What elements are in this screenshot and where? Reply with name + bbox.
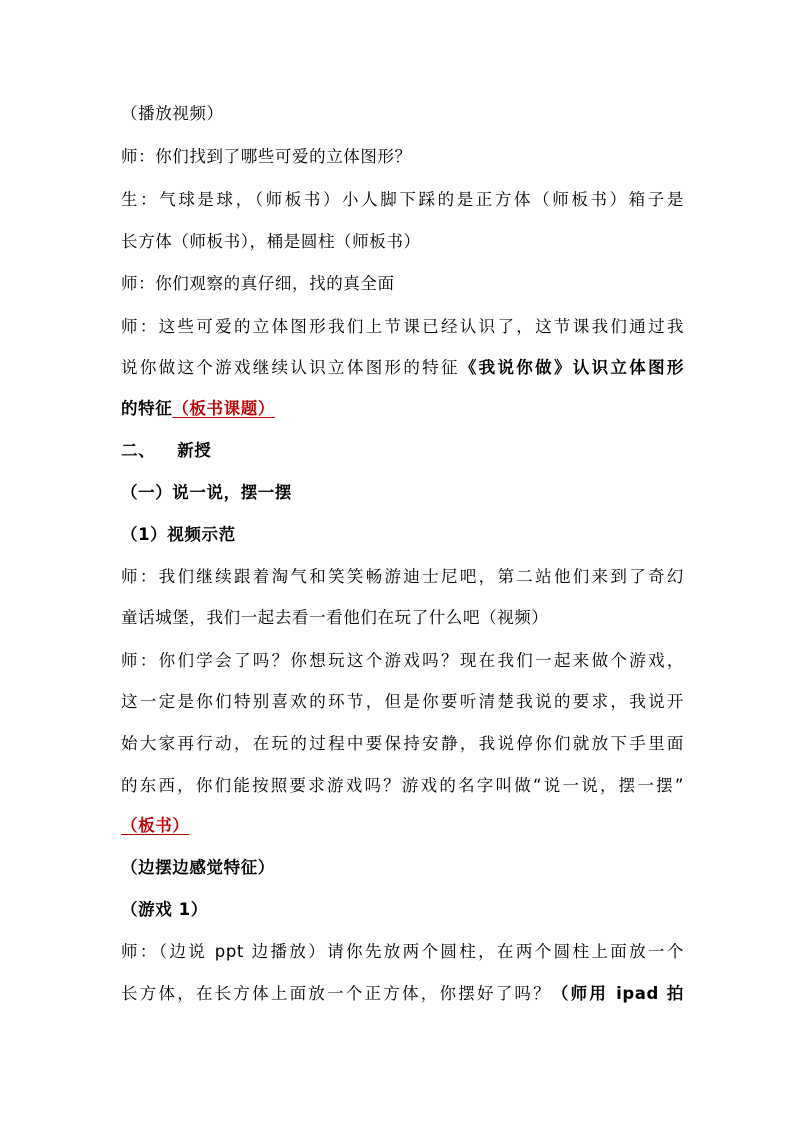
paragraph-disney-line1: 师：我们继续跟着淘气和笑笑畅游迪士尼吧，第二站他们来到了奇幻 (121, 567, 684, 586)
paragraph-student-answer-line2: 长方体（师板书），桶是圆柱（师板书） (121, 232, 421, 251)
section-title: 新授 (177, 441, 212, 460)
paragraph-game-one-line2 (121, 983, 684, 1005)
teacher-ipad-note: （师用 ipad 拍 (551, 984, 684, 1003)
subsection-video-demo: （1）视频示范 (121, 525, 236, 544)
paragraph-student-answer-line1: 生：气球是球，（师板书）小人脚下踩的是正方体（师板书）箱子是 (121, 190, 684, 209)
section-heading-new-lesson (121, 440, 684, 462)
paragraph-game-one-line1: 师：（边说 ppt 边播放）请你先放两个圆柱，在两个圆柱上面放一个 (121, 942, 684, 961)
lesson-title: 《我说你做》认识立体图形 (459, 358, 684, 377)
paragraph-teacher-intro-line3 (121, 398, 684, 420)
board-note: （板书） (121, 816, 190, 835)
paragraph-teacher-intro-line2 (121, 357, 684, 379)
paragraph-game-intro-line1: 师：你们学会了吗？你想玩这个游戏吗？现在我们一起来做个游戏， (121, 651, 684, 670)
lesson-title-continued: 的特征 (121, 399, 173, 418)
subsection-heading: （一）说一说，摆一摆 (121, 483, 292, 502)
note-feel-features: （边摆边感觉特征） (121, 858, 275, 877)
board-note-title: （板书课题） (172, 399, 275, 418)
paragraph-game-intro-line3: 始大家再行动，在玩的过程中要保持安静，我说停你们就放下手里面 (121, 734, 684, 753)
paragraph-game-intro-line5 (121, 815, 684, 837)
paragraph-game-intro-line2: 这一定是你们特别喜欢的环节，但是你要听清楚我说的要求，我说开 (121, 692, 684, 711)
game-one-text: 长方体，在长方体上面放一个正方体，你摆好了吗？ (121, 984, 552, 1003)
paragraph-disney-line2: 童话城堡，我们一起去看一看他们在玩了什么吧（视频） (121, 608, 549, 627)
paragraph-teacher-praise: 师：你们观察的真仔细，找的真全面 (121, 274, 395, 293)
intro-text: 说你做这个游戏继续认识立体图形的特征 (121, 358, 460, 377)
paragraph-play-video: （播放视频） (121, 104, 224, 123)
paragraph-teacher-question: 师：你们找到了哪些可爱的立体图形？ (121, 147, 412, 166)
paragraph-teacher-intro-line1: 师：这些可爱的立体图形我们上节课已经认识了，这节课我们通过我 (121, 317, 684, 336)
paragraph-game-intro-line4: 的东西，你们能按照要求游戏吗？游戏的名字叫做“说一说，摆一摆” (121, 776, 684, 795)
game-one-heading: （游戏 1） (121, 900, 208, 919)
section-number: 二、 (121, 441, 156, 460)
